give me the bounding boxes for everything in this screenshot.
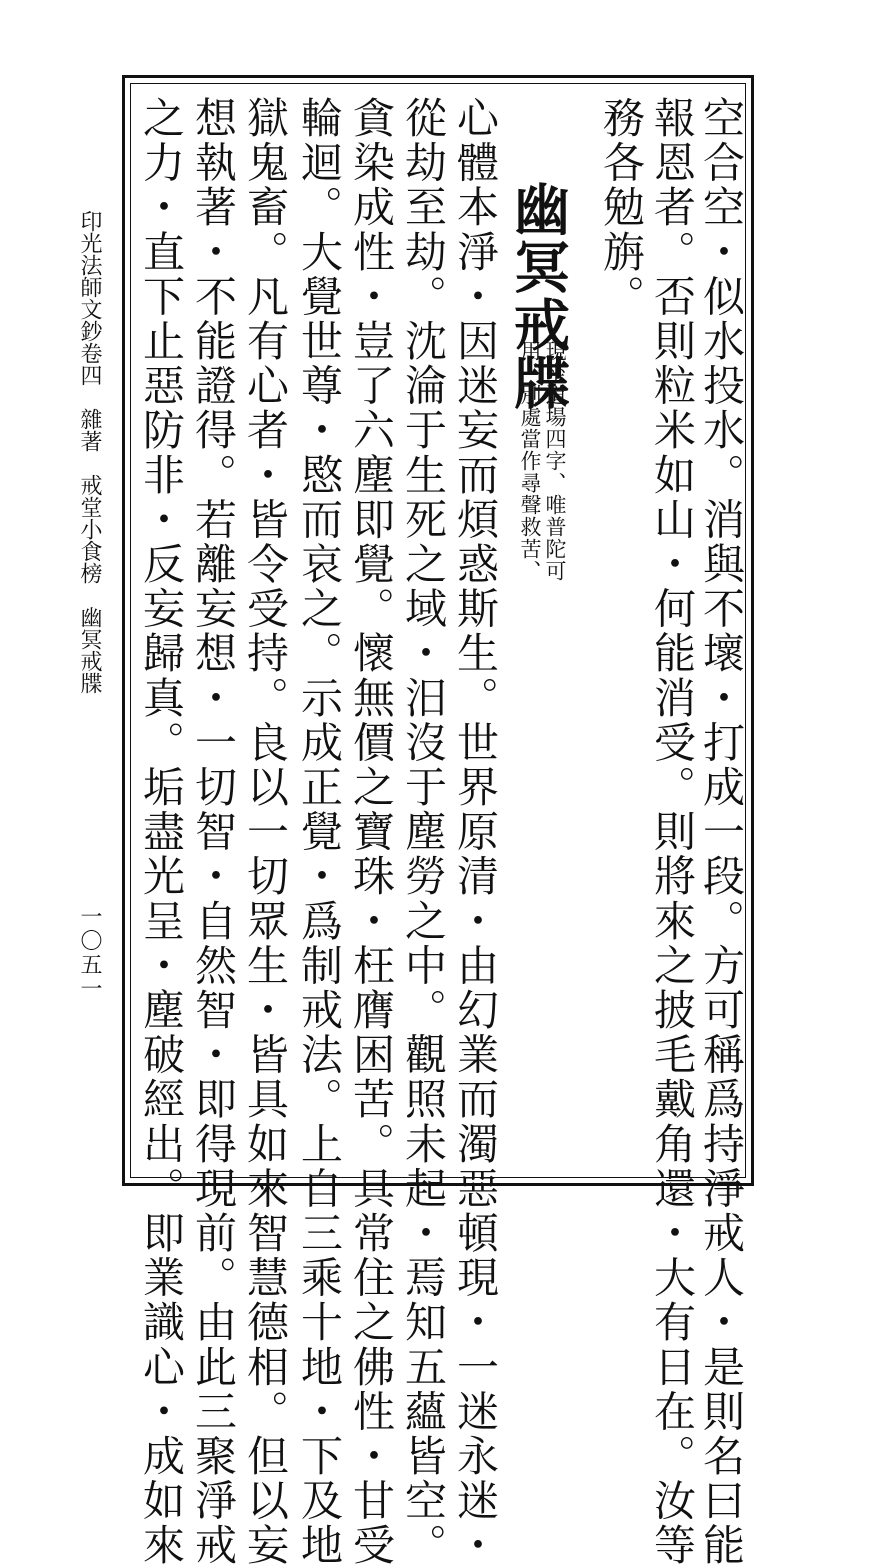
text-column-9: 想執著・不能證得。若離妄想・一切智・自然智・即得現前。由此三聚淨戒: [189, 96, 238, 1568]
text-column-4: 心體本淨・因迷妄而煩惑斯生。世界原清・由幻業而濁惡頓現・一迷永迷・: [451, 96, 500, 1568]
text-column-10: 之力・直下止惡防非・反妄歸真。垢盡光呈・塵破經出。即業識心・成如來: [137, 96, 186, 1568]
title-note-left: 用、別處當作尋聲救苦、: [518, 340, 542, 582]
text-column-1: 空合空・似水投水。消與不壞・打成一段。方可稱爲持淨戒人・是則名曰能: [697, 96, 746, 1568]
title-note-right: 現坐道場四字、唯普陀可: [543, 340, 567, 582]
page-number: 一〇五一: [77, 905, 102, 1001]
text-column-6: 貪染成性・豈了六塵即覺。懷無價之寶珠・枉膺困苦。具常住之佛性・甘受: [347, 96, 396, 1568]
text-column-8: 獄鬼畜。凡有心者・皆令受持。良以一切眾生・皆具如來智慧德相。但以妄: [241, 96, 290, 1568]
running-header: 印光法師文鈔卷四 雜著 戒堂小食榜 幽冥戒牒: [77, 210, 102, 694]
section-title: 幽冥戒牒: [505, 180, 571, 412]
text-column-7: 輪迴。大覺世尊・愍而哀之。示成正覺・爲制戒法。上自三乘十地・下及地: [295, 96, 344, 1568]
text-column-3: 務各勉旃。: [597, 96, 646, 319]
text-column-5: 從劫至劫。沈淪于生死之域・汨沒于塵勞之中。觀照未起・焉知五蘊皆空。: [399, 96, 448, 1568]
text-column-2: 報恩者。否則粒米如山・何能消受。則將來之披毛戴角還・大有日在。汝等: [648, 96, 697, 1568]
